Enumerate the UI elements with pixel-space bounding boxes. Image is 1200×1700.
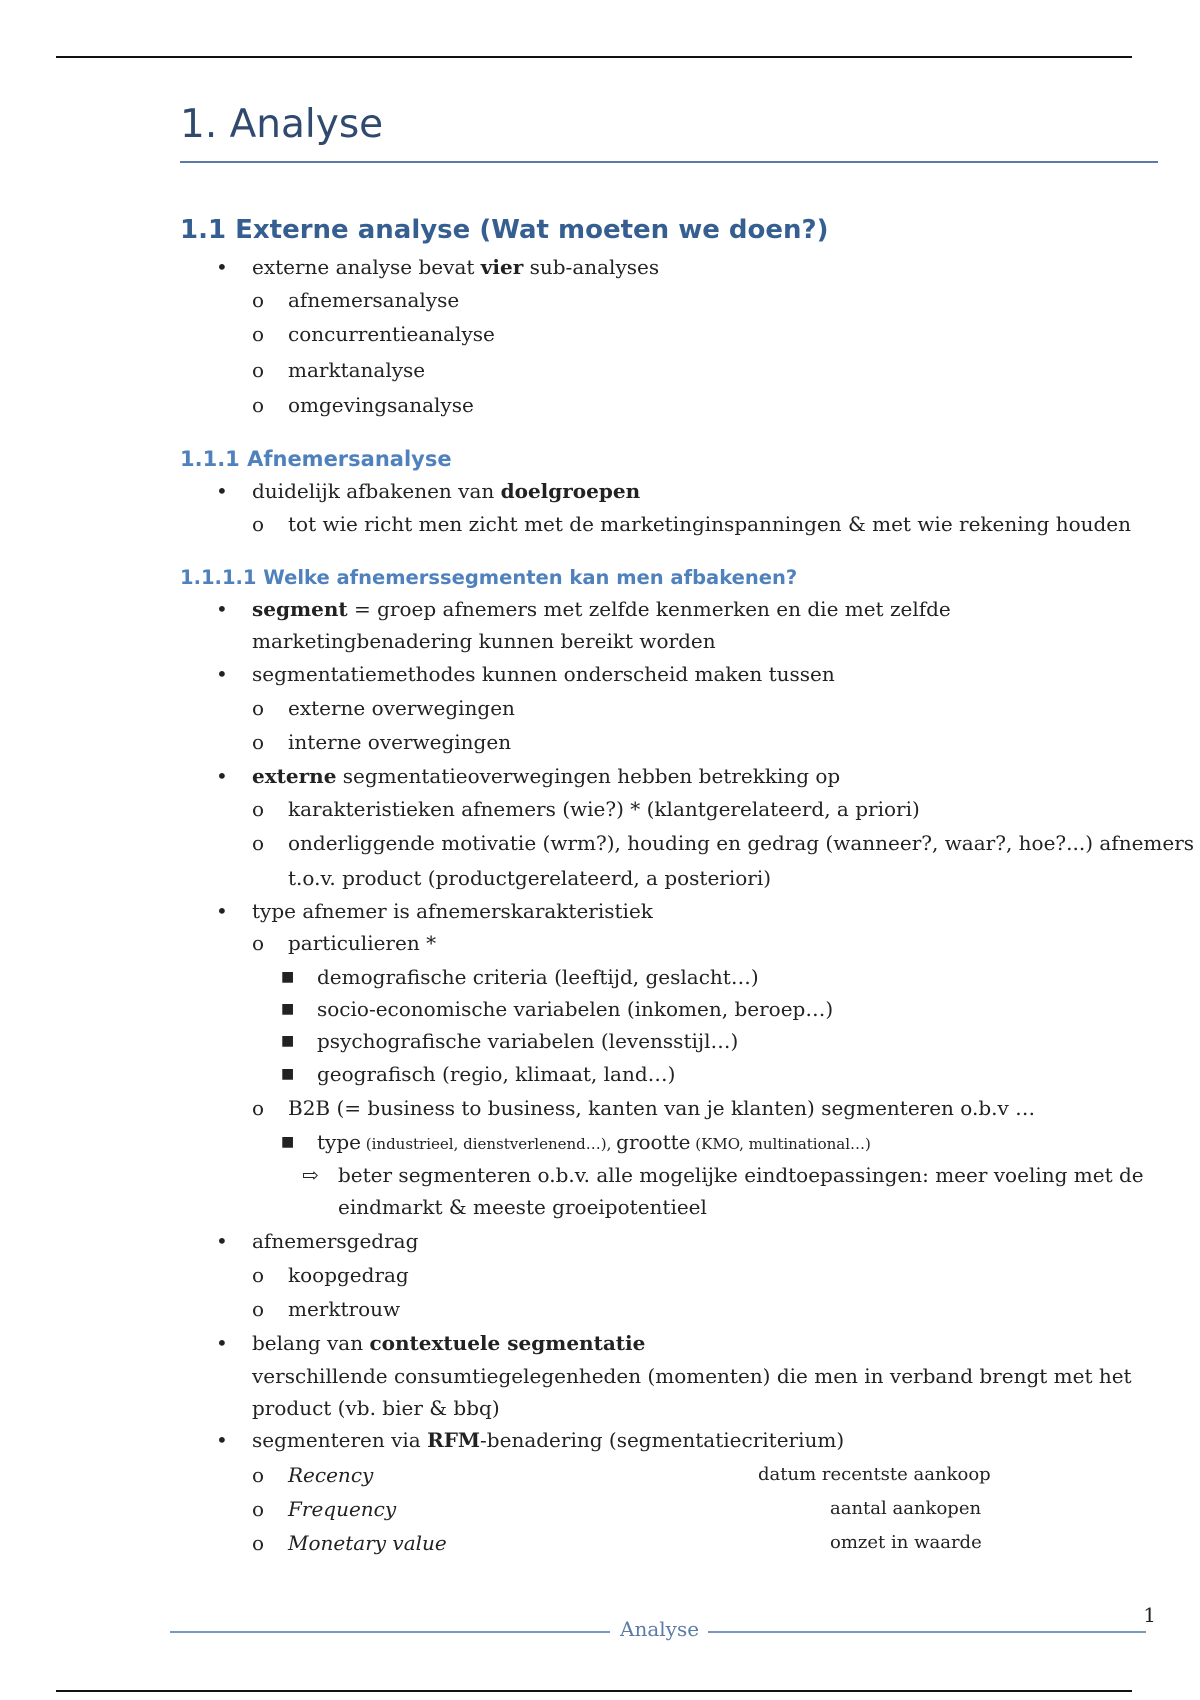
sub-bullet: o (252, 1531, 265, 1555)
list-item: externe overwegingen (288, 696, 515, 720)
list-item: B2B (= business to business, kanten van je klanten) segmenteren o.b.v … (288, 1096, 1036, 1120)
heading-4: 1.1.1.1 Welke afnemerssegmenten kan men afbakenen? (180, 566, 798, 589)
type-text: type afnemer is afnemerskarakteristiek (252, 899, 653, 923)
square-bullet: ■ (281, 1134, 295, 1150)
gedrag-text: afnemersgedrag (252, 1229, 419, 1253)
context-line-2: verschillende consumtiegelegenheden (momenten) die men in verband brengt met het (252, 1364, 1132, 1388)
rfm-term: Monetary value (288, 1531, 447, 1555)
sub-bullet: o (252, 696, 265, 720)
sub-bullet: o (252, 831, 265, 855)
sub-bullet: o (252, 797, 265, 821)
footer-line-right (708, 1631, 1146, 1633)
square-bullet: ■ (281, 1001, 295, 1017)
sub-bullet: o (252, 730, 265, 754)
sub-bullet: o (252, 1263, 265, 1287)
list-item: omgevingsanalyse (288, 393, 474, 417)
sub-bullet: o (252, 288, 265, 312)
sub-bullet: o (252, 393, 265, 417)
square-bullet: ■ (281, 1033, 295, 1049)
sub-bullet: o (252, 1497, 265, 1521)
list-item: tot wie richt men zicht met de marketinginspanningen & met wie rekening houden (288, 512, 1132, 536)
rfm-term: Recency (288, 1463, 374, 1487)
bottom-rule (56, 1690, 1132, 1692)
bullet: • (216, 479, 228, 503)
bullet: • (216, 662, 228, 686)
sub-bullet: o (252, 931, 265, 955)
list-item: concurrentieanalyse (288, 322, 495, 346)
heading-3: 1.1.1 Afnemersanalyse (180, 447, 452, 471)
list-item: psychografische variabelen (levensstijl…) (317, 1029, 739, 1053)
list-item: koopgedrag (288, 1263, 409, 1287)
list-item: socio-economische variabelen (inkomen, beroep…) (317, 997, 834, 1021)
arrow-icon: ⇨ (302, 1163, 319, 1187)
afnemers-text: duidelijk afbakenen van doelgroepen (252, 479, 641, 503)
list-item-cont: t.o.v. product (productgerelateerd, a posteriori) (288, 866, 772, 890)
externe-text: externe segmentatieoverwegingen hebben betrekking op (252, 764, 841, 788)
sub-bullet: o (252, 322, 265, 346)
top-rule (56, 56, 1132, 58)
sub-bullet: o (252, 1463, 265, 1487)
intro-text: externe analyse bevat vier sub-analyses (252, 255, 660, 279)
sub-bullet: o (252, 512, 265, 536)
heading-1-underline (180, 161, 1158, 163)
rfm-desc: aantal aankopen (830, 1498, 982, 1519)
bullet: • (216, 764, 228, 788)
heading-2: 1.1 Externe analyse (Wat moeten we doen?) (180, 215, 829, 245)
list-item: geografisch (regio, klimaat, land…) (317, 1062, 676, 1086)
segment-line-1: segment = groep afnemers met zelfde kenmerken en die met zelfde (252, 597, 951, 621)
sub-bullet: o (252, 1297, 265, 1321)
footer-text: Analyse (620, 1617, 700, 1641)
list-item: onderliggende motivatie (wrm?), houding en gedrag (wanneer?, waar?, hoe?...) afnemers (288, 831, 1195, 855)
list-item: afnemersanalyse (288, 288, 460, 312)
heading-1: 1. Analyse (180, 102, 384, 147)
list-item: marktanalyse (288, 358, 426, 382)
rfm-text: segmenteren via RFM-benadering (segmentatiecriterium) (252, 1428, 845, 1452)
page-number: 1 (1143, 1603, 1156, 1627)
list-item: particulieren * (288, 931, 437, 955)
context-line-1: belang van contextuele segmentatie (252, 1331, 646, 1355)
list-item: demografische criteria (leeftijd, geslacht…) (317, 965, 759, 989)
bullet: • (216, 899, 228, 923)
footer-line-left (170, 1631, 610, 1633)
arrow-line-2: eindmarkt & meeste groeipotentieel (338, 1195, 707, 1219)
bullet: • (216, 597, 228, 621)
arrow-line-1: beter segmenteren o.b.v. alle mogelijke eindtoepassingen: meer voeling met de (338, 1163, 1144, 1187)
sub-bullet: o (252, 358, 265, 382)
context-line-3: product (vb. bier & bbq) (252, 1396, 500, 1420)
bullet: • (216, 1331, 228, 1355)
sub-bullet: o (252, 1096, 265, 1120)
bullet: • (216, 1428, 228, 1452)
rfm-desc: datum recentste aankoop (758, 1464, 991, 1485)
methodes-text: segmentatiemethodes kunnen onderscheid maken tussen (252, 662, 835, 686)
square-bullet: ■ (281, 969, 295, 985)
bullet: • (216, 255, 228, 279)
square-bullet: ■ (281, 1066, 295, 1082)
list-item: karakteristieken afnemers (wie?) * (klantgerelateerd, a priori) (288, 797, 920, 821)
rfm-desc: omzet in waarde (830, 1532, 982, 1553)
b2b-type-line: type (industrieel, dienstverlenend…), grootte (KMO, multinational…) (317, 1130, 871, 1154)
rfm-term: Frequency (288, 1497, 397, 1521)
bullet: • (216, 1229, 228, 1253)
list-item: merktrouw (288, 1297, 401, 1321)
segment-line-2: marketingbenadering kunnen bereikt worden (252, 629, 716, 653)
list-item: interne overwegingen (288, 730, 512, 754)
